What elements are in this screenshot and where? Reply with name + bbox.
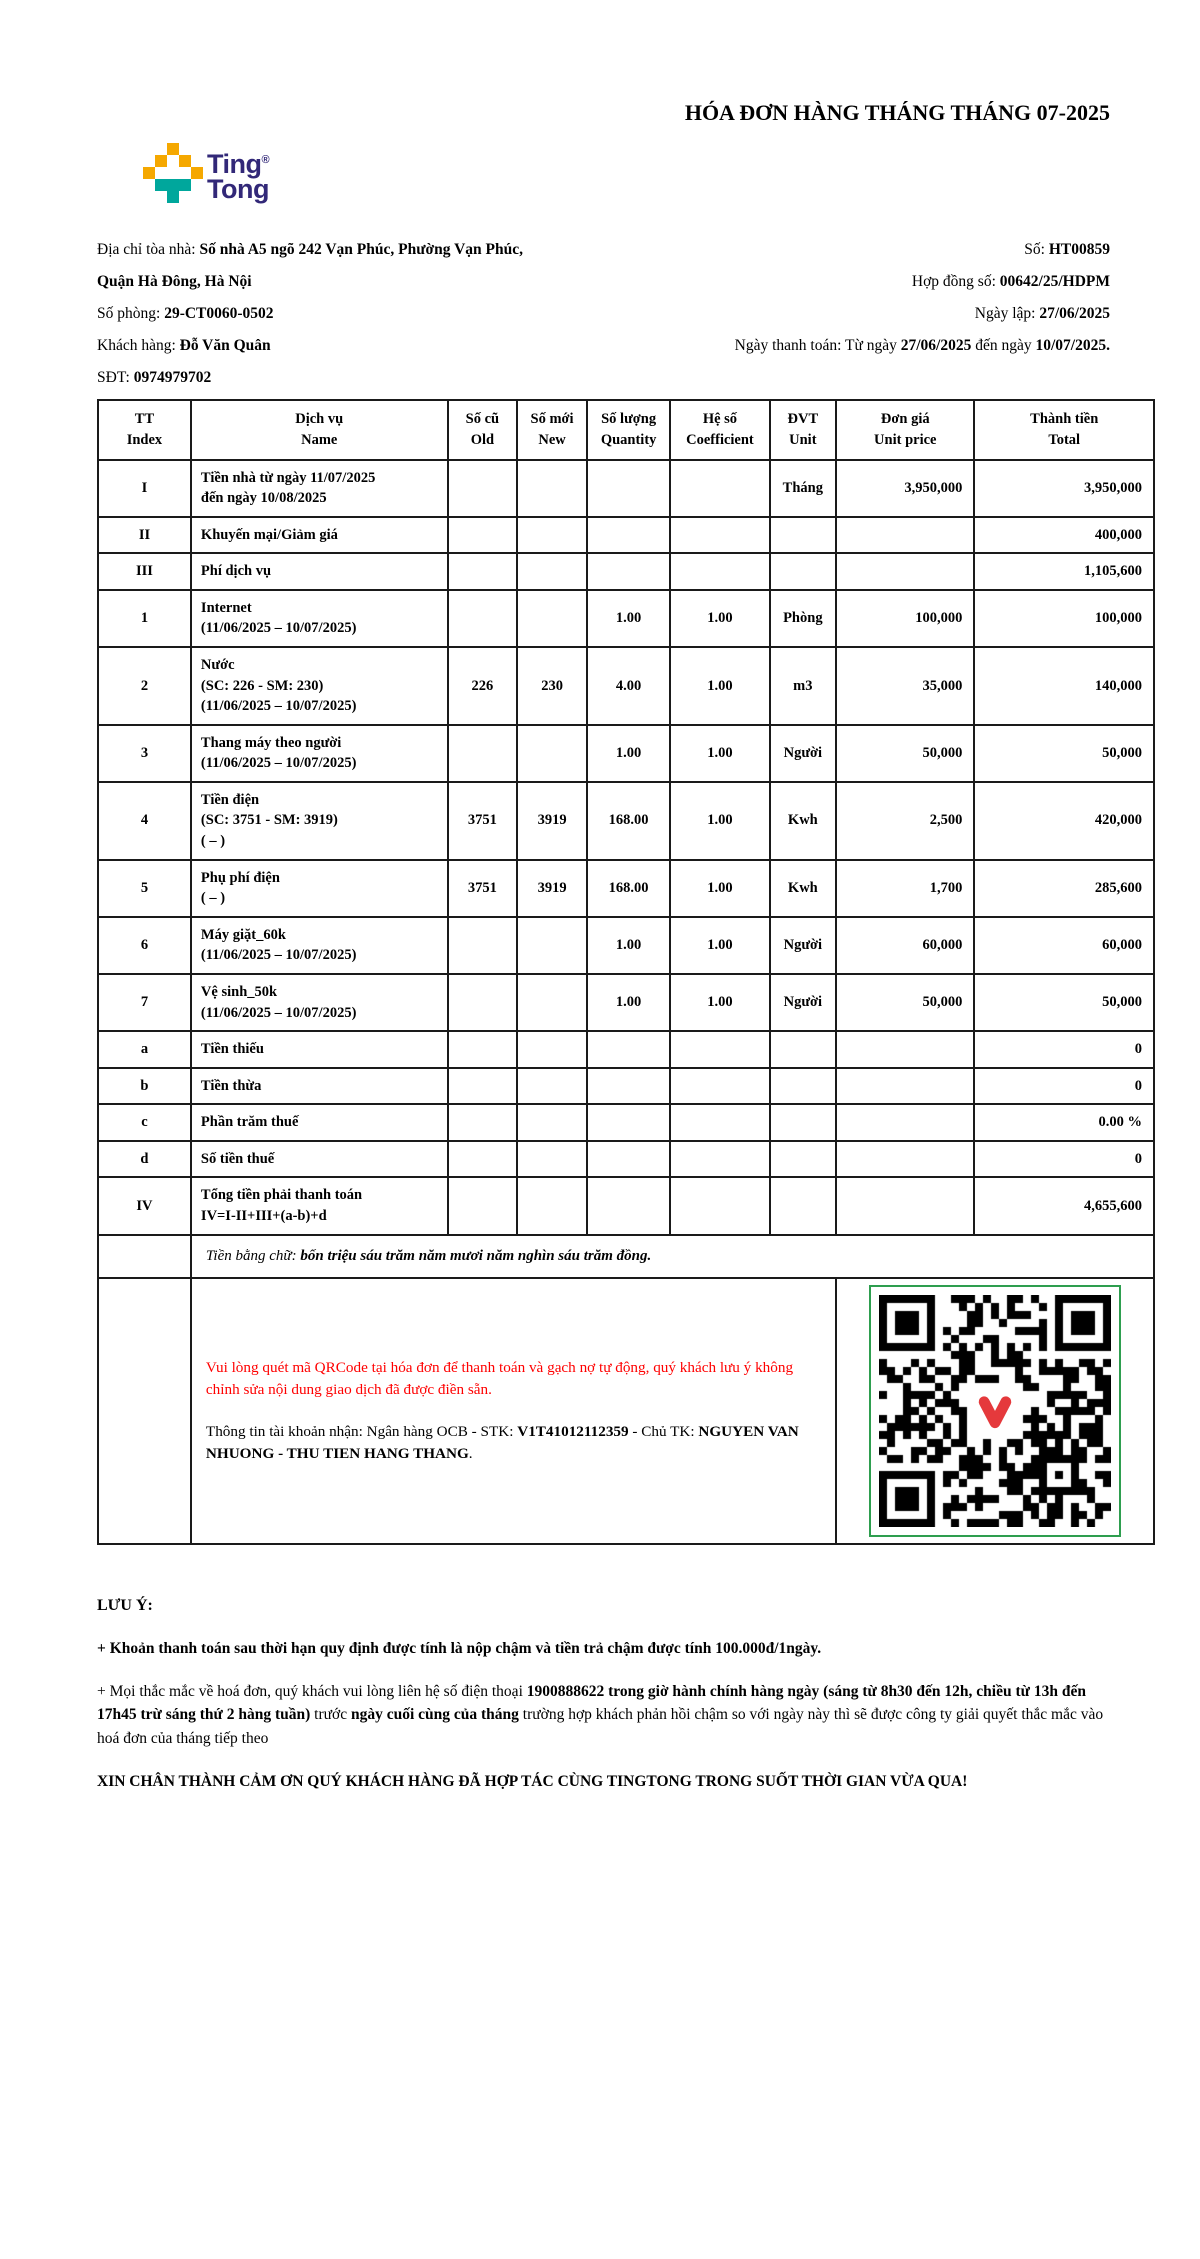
- cell-coefficient: 1.00: [670, 647, 769, 725]
- cell-coefficient: 1.00: [670, 917, 769, 974]
- cell-new-reading: [517, 1068, 587, 1105]
- cell-index: 2: [98, 647, 191, 725]
- cell-service-name: [191, 517, 448, 554]
- vietqr-v-icon: [969, 1385, 1021, 1437]
- info-row: [97, 272, 1155, 291]
- cell-quantity: [587, 1068, 670, 1105]
- cell-new-reading: [517, 917, 587, 974]
- service-name-line: đến ngày 10/08/2025: [200, 490, 327, 507]
- cell-unit-price: [836, 517, 974, 554]
- cell-new-reading: [517, 460, 587, 517]
- cell-coefficient: [670, 1177, 769, 1234]
- cell-coefficient: [670, 553, 769, 590]
- notes-heading: LƯU Ý:: [97, 1596, 153, 1614]
- cell-quantity: [587, 517, 670, 554]
- cell-unit: Người: [770, 725, 837, 782]
- qr-warning-text: Vui lòng quét mã QRCode tại hóa đơn để thanh toán và gạch nợ tự động, quý khách lưu ý không chỉnh sửa nội dung giao dịch đã được điền sẵn.: [205, 1358, 794, 1398]
- logo-pixel: [179, 155, 191, 167]
- cell-service-name: [191, 460, 448, 517]
- text-part: 29-CT0060-0502: [164, 304, 274, 322]
- cell-new-reading: [517, 1104, 587, 1141]
- column-header-en: Old: [470, 431, 495, 448]
- cell-old-reading: 3751: [448, 860, 518, 917]
- service-name-line: Vệ sinh_50k: [200, 983, 278, 1000]
- info-left-text: [97, 304, 274, 323]
- service-name-line: Tiền điện: [200, 791, 260, 808]
- cell-total: 0: [974, 1031, 1154, 1068]
- cell-unit-price: 60,000: [836, 917, 974, 974]
- service-name-line: Khuyến mại/Giảm giá: [200, 526, 338, 543]
- text-part: Số nhà A5 ngõ 242 Vạn Phúc, Phường Vạn Phúc,: [199, 241, 523, 258]
- cell-new-reading: [517, 725, 587, 782]
- service-name-line: (11/06/2025 – 10/07/2025): [200, 755, 357, 772]
- amount-in-words-value: bốn triệu sáu trăm năm mươi năm nghìn sáu trăm đồng.: [300, 1247, 652, 1264]
- cell-unit: [770, 517, 837, 554]
- column-header: [770, 400, 837, 459]
- logo-pixel: [179, 179, 191, 191]
- qr-code-cell: [836, 1278, 1154, 1544]
- service-name-line: Tiền nhà từ ngày 11/07/2025: [200, 469, 376, 486]
- cell-unit: Tháng: [770, 460, 837, 517]
- column-header: [448, 400, 518, 459]
- service-name-line: Số tiền thuế: [200, 1150, 275, 1167]
- text-part: đến ngày: [971, 336, 1036, 354]
- cell-coefficient: [670, 1141, 769, 1178]
- cell-quantity: 168.00: [587, 860, 670, 917]
- column-header: [670, 400, 769, 459]
- cell-coefficient: [670, 1031, 769, 1068]
- text-part: trước: [310, 1706, 351, 1724]
- column-header-vi: Đơn giá: [880, 411, 930, 428]
- cell-quantity: 1.00: [587, 590, 670, 647]
- text-part: + Khoản thanh toán sau thời hạn quy định được tính là nộp chậm và tiền trả chậm được tính 100.000đ/1ngày.: [97, 1639, 822, 1657]
- text-part: 27/06/2025: [1039, 304, 1110, 322]
- cell-unit: m3: [770, 647, 837, 725]
- text-part: 0974979702: [133, 368, 212, 386]
- text-part: Ngày thanh toán: Từ ngày: [734, 336, 901, 354]
- amount-in-words-row: [98, 1235, 1154, 1278]
- cell-index: b: [98, 1068, 191, 1105]
- cell-total: 50,000: [974, 725, 1154, 782]
- logo-pixel: [167, 143, 179, 155]
- text-part: NGUYEN VAN NHUONG - THU TIEN HANG THANG: [205, 1422, 799, 1462]
- column-header-en: Unit: [789, 431, 817, 448]
- service-name-line: (SC: 3751 - SM: 3919): [200, 812, 338, 829]
- cell-quantity: 168.00: [587, 782, 670, 860]
- table-row: [98, 725, 1154, 782]
- cell-unit: [770, 553, 837, 590]
- table-row: [98, 553, 1154, 590]
- cell-unit-price: 50,000: [836, 725, 974, 782]
- table-row: [98, 517, 1154, 554]
- cell-unit-price: [836, 1141, 974, 1178]
- info-row: [97, 304, 1155, 323]
- cell-total: 3,950,000: [974, 460, 1154, 517]
- invoice-page: [97, 95, 1155, 1813]
- invoice-header: [97, 95, 1155, 238]
- service-name-line: Internet: [200, 599, 252, 616]
- cell-index: 4: [98, 782, 191, 860]
- text-part: Quận Hà Đông, Hà Nội: [97, 272, 252, 290]
- cell-unit: [770, 1141, 837, 1178]
- cell-new-reading: 3919: [517, 860, 587, 917]
- cell-quantity: 4.00: [587, 647, 670, 725]
- cell-service-name: [191, 590, 448, 647]
- info-left-text: [97, 240, 523, 259]
- column-header: [587, 400, 670, 459]
- text-part: Địa chỉ tòa nhà:: [97, 241, 200, 258]
- column-header: [98, 400, 191, 459]
- table-row: [98, 860, 1154, 917]
- info-right-text: [1024, 240, 1155, 259]
- table-row: [98, 1177, 1154, 1234]
- cell-coefficient: 1.00: [670, 725, 769, 782]
- cell-service-name: [191, 553, 448, 590]
- qr-row: [98, 1278, 1154, 1544]
- cell-unit-price: [836, 553, 974, 590]
- cell-quantity: 1.00: [587, 917, 670, 974]
- cell-unit-price: 1,700: [836, 860, 974, 917]
- cell-coefficient: [670, 1104, 769, 1141]
- cell-coefficient: 1.00: [670, 782, 769, 860]
- text-part: Đỗ Văn Quân: [179, 336, 271, 354]
- cell-index: c: [98, 1104, 191, 1141]
- text-part: .: [468, 1444, 473, 1462]
- cell-new-reading: 3919: [517, 782, 587, 860]
- cell-unit: [770, 1031, 837, 1068]
- cell-empty: [98, 1235, 191, 1278]
- column-header-en: Unit price: [874, 431, 937, 448]
- column-header: [836, 400, 974, 459]
- text-part: ngày cuối cùng của tháng: [350, 1706, 519, 1724]
- cell-total: 285,600: [974, 860, 1154, 917]
- cell-quantity: 1.00: [587, 725, 670, 782]
- cell-index: 6: [98, 917, 191, 974]
- cell-quantity: [587, 1141, 670, 1178]
- cell-new-reading: 230: [517, 647, 587, 725]
- service-name-line: (11/06/2025 – 10/07/2025): [200, 620, 357, 637]
- cell-quantity: [587, 1104, 670, 1141]
- tingtong-arrow-icon: [143, 143, 200, 202]
- cell-service-name: [191, 860, 448, 917]
- cell-coefficient: 1.00: [670, 974, 769, 1031]
- cell-new-reading: [517, 974, 587, 1031]
- cell-quantity: [587, 460, 670, 517]
- table-row: [98, 647, 1154, 725]
- cell-quantity: [587, 553, 670, 590]
- table-row: [98, 460, 1154, 517]
- cell-unit-price: [836, 1068, 974, 1105]
- cell-old-reading: [448, 1068, 518, 1105]
- logo-word-ting: Ting: [207, 149, 262, 179]
- logo-pixel: [191, 167, 203, 179]
- cell-old-reading: 226: [448, 647, 518, 725]
- table-row: [98, 974, 1154, 1031]
- service-name-line: Thang máy theo người: [200, 734, 342, 751]
- cell-old-reading: [448, 553, 518, 590]
- cell-total: 4,655,600: [974, 1177, 1154, 1234]
- cell-index: d: [98, 1141, 191, 1178]
- service-name-line: Nước: [200, 657, 235, 673]
- table-row: [98, 1141, 1154, 1178]
- cell-old-reading: [448, 974, 518, 1031]
- column-header-vi: Dịch vụ: [295, 411, 344, 428]
- column-header-vi: Hệ số: [702, 411, 738, 428]
- cell-unit: [770, 1104, 837, 1141]
- cell-new-reading: [517, 1177, 587, 1234]
- cell-total: 400,000: [974, 517, 1154, 554]
- cell-unit: Người: [770, 917, 837, 974]
- cell-new-reading: [517, 517, 587, 554]
- cell-coefficient: 1.00: [670, 860, 769, 917]
- logo-pixel: [155, 179, 167, 191]
- service-name-line: Phí dịch vụ: [200, 563, 272, 580]
- text-part: Số phòng:: [97, 304, 165, 322]
- cell-total: 420,000: [974, 782, 1154, 860]
- cell-coefficient: 1.00: [670, 590, 769, 647]
- cell-old-reading: 3751: [448, 782, 518, 860]
- invoice-table-head: [98, 400, 1154, 459]
- cell-service-name: [191, 917, 448, 974]
- note-late-payment: [97, 1637, 1110, 1660]
- column-header-en: Coefficient: [686, 431, 754, 448]
- cell-index: IV: [98, 1177, 191, 1234]
- cell-old-reading: [448, 1031, 518, 1068]
- logo-pixel: [167, 191, 179, 203]
- cell-service-name: [191, 782, 448, 860]
- cell-unit: Người: [770, 974, 837, 1031]
- service-name-line: (11/06/2025 – 10/07/2025): [200, 947, 357, 964]
- column-header-vi: TT: [134, 411, 155, 428]
- registered-mark: ®: [261, 154, 270, 166]
- service-name-line: ( – ): [200, 890, 226, 907]
- cell-empty: [98, 1278, 191, 1544]
- cell-unit-price: 3,950,000: [836, 460, 974, 517]
- cell-old-reading: [448, 1104, 518, 1141]
- service-name-line: ( – ): [200, 833, 226, 850]
- text-part: 00642/25/HDPM: [999, 272, 1110, 290]
- text-part: + Mọi thắc mắc về hoá đơn, quý khách vui lòng liên hệ số điện thoại: [97, 1683, 527, 1701]
- text-part: SĐT:: [97, 368, 134, 386]
- cell-unit-price: [836, 1177, 974, 1234]
- thank-you-message: XIN CHÂN THÀNH CẢM ƠN QUÝ KHÁCH HÀNG ĐÃ HỢP TÁC CÙNG TINGTONG TRONG SUỐT THỜI GIAN VỪA QUA!: [97, 1772, 968, 1790]
- column-header: [191, 400, 448, 459]
- column-header-en: Index: [126, 431, 163, 448]
- cell-index: a: [98, 1031, 191, 1068]
- info-right-text: [1110, 368, 1155, 387]
- column-header-en: New: [538, 431, 566, 448]
- info-left-text: [97, 272, 252, 291]
- cell-new-reading: [517, 1031, 587, 1068]
- text-part: Hợp đồng số:: [911, 272, 1000, 290]
- cell-new-reading: [517, 1141, 587, 1178]
- cell-service-name: [191, 647, 448, 725]
- table-row: [98, 917, 1154, 974]
- cell-coefficient: [670, 460, 769, 517]
- cell-index: II: [98, 517, 191, 554]
- cell-unit: [770, 1068, 837, 1105]
- info-left-text: [97, 368, 211, 387]
- cell-unit-price: [836, 1104, 974, 1141]
- cell-unit: Kwh: [770, 860, 837, 917]
- cell-unit-price: 100,000: [836, 590, 974, 647]
- invoice-info: [97, 240, 1155, 387]
- service-name-line: Phụ phí điện: [200, 869, 280, 886]
- service-name-line: Phần trăm thuế: [200, 1114, 299, 1131]
- qr-code-frame: [869, 1285, 1121, 1537]
- cell-total: 100,000: [974, 590, 1154, 647]
- cell-index: 3: [98, 725, 191, 782]
- logo-word-tong: Tong: [207, 174, 269, 205]
- note-hotline: [97, 1680, 1110, 1750]
- cell-total: 0: [974, 1068, 1154, 1105]
- table-row: [98, 1031, 1154, 1068]
- column-header: [974, 400, 1154, 459]
- cell-unit: Kwh: [770, 782, 837, 860]
- tingtong-logo-text: [207, 149, 270, 205]
- cell-unit-price: 50,000: [836, 974, 974, 1031]
- cell-total: 50,000: [974, 974, 1154, 1031]
- column-header-vi: Số mới: [530, 411, 574, 428]
- text-part: V1T41012112359: [517, 1422, 629, 1440]
- text-part: trường hợp khách phản hồi chậm so với ngày này thì sẽ được công ty giải quyết thắc mắc vào hoá đơn của tháng tiếp theo: [97, 1706, 1104, 1747]
- column-header-en: Quantity: [600, 431, 657, 448]
- cell-total: 0: [974, 1141, 1154, 1178]
- info-right-text: [975, 304, 1155, 323]
- cell-service-name: [191, 974, 448, 1031]
- cell-old-reading: [448, 1177, 518, 1234]
- cell-old-reading: [448, 1141, 518, 1178]
- cell-index: 1: [98, 590, 191, 647]
- cell-service-name: [191, 1141, 448, 1178]
- invoice-title: HÓA ĐƠN HÀNG THÁNG THÁNG 07-2025: [684, 100, 1110, 125]
- table-header-row: [98, 400, 1154, 459]
- cell-old-reading: [448, 590, 518, 647]
- cell-unit: Phòng: [770, 590, 837, 647]
- text-part: 10/07/2025.: [1035, 336, 1110, 354]
- cell-old-reading: [448, 917, 518, 974]
- account-info-text: [206, 1421, 813, 1465]
- cell-service-name: [191, 1177, 448, 1234]
- text-part: 27/06/2025: [900, 336, 972, 354]
- cell-quantity: [587, 1177, 670, 1234]
- text-part: Khách hàng:: [97, 336, 180, 354]
- cell-total: 140,000: [974, 647, 1154, 725]
- cell-service-name: [191, 1068, 448, 1105]
- service-name-line: (SC: 226 - SM: 230): [200, 677, 324, 694]
- text-part: Ngày lập:: [974, 304, 1040, 322]
- footer-notes: [97, 1597, 1155, 1793]
- cell-new-reading: [517, 553, 587, 590]
- info-row: [97, 368, 1155, 387]
- tingtong-logo: [143, 143, 270, 205]
- cell-service-name: [191, 1104, 448, 1141]
- table-row: [98, 1104, 1154, 1141]
- amount-in-words-cell: [191, 1235, 1154, 1278]
- service-name-line: Máy giặt_60k: [200, 926, 286, 943]
- text-part: Số:: [1024, 241, 1049, 258]
- cell-quantity: 1.00: [587, 974, 670, 1031]
- service-name-line: (11/06/2025 – 10/07/2025): [200, 1004, 357, 1021]
- column-header-en: Name: [301, 431, 338, 448]
- cell-service-name: [191, 1031, 448, 1068]
- logo-pixel: [167, 179, 179, 191]
- table-row: [98, 782, 1154, 860]
- cell-coefficient: [670, 1068, 769, 1105]
- service-name-line: Tổng tiền phải thanh toán: [200, 1187, 363, 1204]
- column-header: [517, 400, 587, 459]
- column-header-vi: ĐVT: [787, 411, 819, 428]
- cell-unit-price: [836, 1031, 974, 1068]
- cell-old-reading: [448, 460, 518, 517]
- info-right-text: [912, 272, 1155, 291]
- column-header-en: Total: [1048, 431, 1081, 448]
- cell-total: 60,000: [974, 917, 1154, 974]
- cell-index: I: [98, 460, 191, 517]
- service-name-line: IV=I-II+III+(a-b)+d: [200, 1207, 327, 1224]
- cell-index: 7: [98, 974, 191, 1031]
- info-left-text: [97, 336, 271, 355]
- table-row: [98, 1068, 1154, 1105]
- cell-old-reading: [448, 725, 518, 782]
- logo-pixel: [155, 155, 167, 167]
- info-right-text: [735, 336, 1155, 355]
- invoice-table: [97, 399, 1155, 1544]
- cell-unit: [770, 1177, 837, 1234]
- invoice-table-body: [98, 460, 1154, 1544]
- service-name-line: (11/06/2025 – 10/07/2025): [200, 698, 357, 715]
- cell-service-name: [191, 725, 448, 782]
- text-part: - Chủ TK:: [628, 1422, 699, 1440]
- amount-in-words-label: Tiền bằng chữ:: [205, 1247, 301, 1264]
- text-part: 1900888622 trong giờ hành chính hàng ngày (sáng từ 8h30 đến 12h, chiều từ 13h đến 17h45 trừ sáng thứ 2 hàng tuần): [97, 1683, 1086, 1724]
- cell-index: 5: [98, 860, 191, 917]
- column-header-vi: Số cũ: [465, 411, 500, 428]
- cell-unit-price: 35,000: [836, 647, 974, 725]
- info-row: [97, 240, 1155, 259]
- column-header-vi: Số lượng: [601, 411, 657, 428]
- cell-total: 0.00 %: [974, 1104, 1154, 1141]
- cell-old-reading: [448, 517, 518, 554]
- text-part: Thông tin tài khoản nhận: Ngân hàng OCB - STK:: [205, 1422, 518, 1440]
- cell-unit-price: 2,500: [836, 782, 974, 860]
- logo-pixel: [143, 167, 155, 179]
- cell-index: III: [98, 553, 191, 590]
- info-row: [97, 336, 1155, 355]
- column-header-vi: Thành tiền: [1030, 411, 1099, 428]
- table-row: [98, 590, 1154, 647]
- cell-quantity: [587, 1031, 670, 1068]
- cell-total: 1,105,600: [974, 553, 1154, 590]
- cell-new-reading: [517, 590, 587, 647]
- cell-coefficient: [670, 517, 769, 554]
- qr-instructions-cell: [191, 1278, 836, 1544]
- service-name-line: Tiền thừa: [200, 1077, 262, 1094]
- service-name-line: Tiền thiếu: [200, 1041, 264, 1058]
- text-part: HT00859: [1048, 241, 1110, 258]
